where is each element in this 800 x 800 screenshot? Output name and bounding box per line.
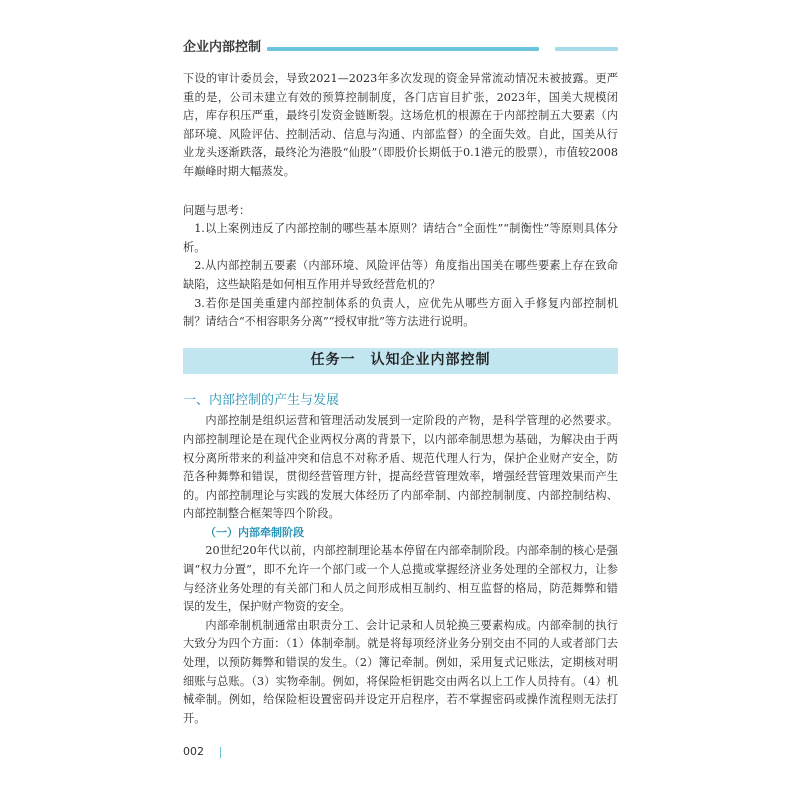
subsection-paragraph: 内部牵制机制通常由职责分工、会计记录和人员轮换三要素构成。内部牵制的执行大致分为四个方面：（1）体制牵制。就是将每项经济业务分别交由不同的人或者部门去处理，以预防舞弊和错误的发生。（2）簿记牵制。例如，采用复式记账法，定期核对明细账与总账。（3）实物牵制。例如，将保险柜钥匙交由两名以上工作人员持有。（4）机械牵制。例如，给保险柜设置密码并设定开启程序，若不掌握密码或操作流程则无法打开。 xyxy=(183,618,618,725)
case-text: 下设的审计委员会，导致2021—2023年多次发现的资金异常流动情况未被披露。更严重的是，公司未建立有效的预算控制制度，各门店盲目扩张，2023年，国美大规模闭店，库存积压严重，最终引发资金链断裂。这场危机的根源在于内部控制五大要素（内部环境、风险评估、控制活动、信息与沟通、内部监督）的全面失效。自此，国美从行业龙头逐渐跌落，最终沦为港股“仙股”（即股价长期低于0.1港元的股票），市值较2008年巅峰时期大幅蒸发。 xyxy=(183,72,618,178)
section-heading: 一、内部控制的产生与发展 xyxy=(183,392,340,408)
subsection-heading: （一）内部牵制阶段 xyxy=(205,525,304,539)
section-paragraph: 内部控制是组织运营和管理活动发展到一定阶段的产物，是科学管理的必然要求。内部控制理论是在现代企业两权分离的背景下，以内部牵制思想为基础，为解决由于两权分离所带来的利益冲突和信息不对称矛盾、规范代理人行为，保护企业财产安全，防范各种舞弊和错误，贯彻经营管理方针，提高经营管理效率，增强经营管理效果而产生的。内部控制理论与实践的发展大体经历了内部牵制、内部控制制度、内部控制结构、内部控制整合框架等四个阶段。 xyxy=(183,414,618,521)
question-item: 2.从内部控制五要素（内部环境、风险评估等）角度指出国美在哪些要素上存在致命缺陷，这些缺陷是如何相互作用并导致经营危机的？ xyxy=(183,259,618,291)
subsection-paragraph: 20世纪20年代以前，内部控制理论基本停留在内部牵制阶段。内部牵制的核心是强调“权力分置”，即不允许一个部门或一个人总揽或掌握经济业务处理的全部权力，让参与经济业务处理的有关部门和人员之间形成相互制约、相互监督的格局，防范舞弊和错误的发生，保护财产物资的安全。 xyxy=(183,544,618,614)
header-bar-primary xyxy=(267,47,539,51)
page-number: 002 xyxy=(183,745,204,758)
header-bar-secondary xyxy=(555,47,618,51)
header-title: 企业内部控制 xyxy=(183,40,262,55)
page-content xyxy=(183,70,618,728)
question-item: 1.以上案例违反了内部控制的哪些基本原则？请结合“全面性”“制衡性”等原则具体分析。 xyxy=(183,222,618,254)
footer-divider xyxy=(220,747,221,758)
task-banner: 任务一 认知企业内部控制 xyxy=(183,348,618,374)
questions-title: 问题与思考： xyxy=(183,203,251,217)
question-item: 3.若你是国美重建内部控制体系的负责人，应优先从哪些方面入手修复内部控制机制？请结合“不相容职务分离”“授权审批”等方法进行说明。 xyxy=(183,296,618,329)
running-header xyxy=(183,36,618,66)
